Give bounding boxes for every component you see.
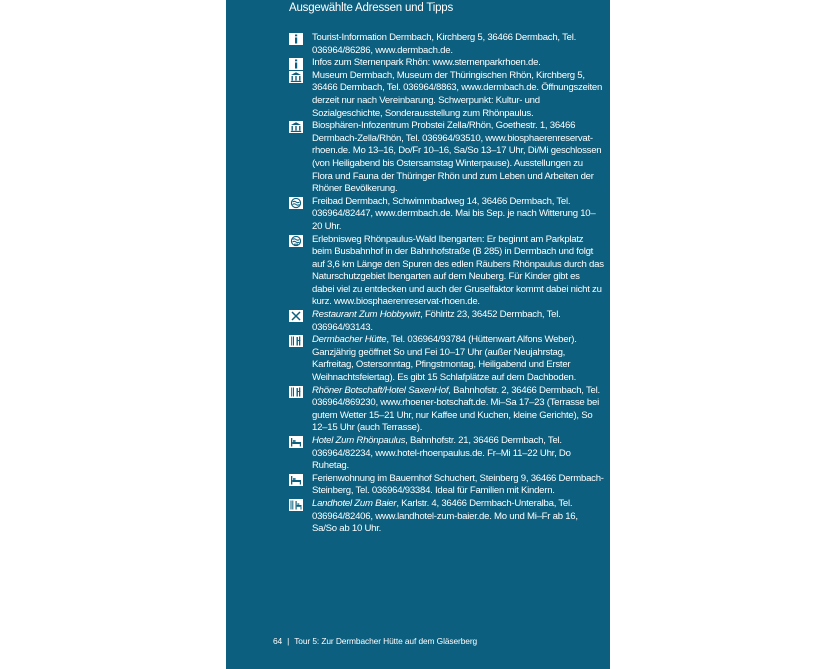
entry-text: [312, 334, 604, 384]
address-entry: [289, 196, 604, 234]
bed-icon: [289, 436, 303, 448]
entry-body: Erlebnisweg Rhönpaulus-Wald Ibengarten: Er beginnt am Parkplatz beim Busbahnhof in der Bahnhofstraße (B 285) in Dermbach und folgt auf 3,6 km Länge den Spuren des edlen Räubers Rhönpaulus durch das Naturschutzgebiet Ibengarten auf dem Neuberg. Für Kinder gibt es dabei viel zu entdecken und auch der Gruselfaktor kommt dabei nicht zu kurz. www.biosphaerenreservat-rhoen.de.: [312, 233, 604, 308]
info-icon: [289, 33, 303, 45]
bed-icon: [289, 474, 303, 486]
address-entry: [289, 120, 604, 196]
entry-body: Freibad Dermbach, Schwimmbadweg 14, 36466 Dermbach, Tel. 036964/82447, www.dermbach.de. Mai bis Sep. je nach Witterung 10–20 Uhr.: [312, 195, 596, 232]
entry-text: [312, 385, 604, 435]
footer-separator: |: [287, 636, 290, 646]
address-entry: [289, 334, 604, 384]
entry-body: , Karlstr. 4, 36466 Dermbach-Unteralba, Tel. 036964/82406, www.landhotel-zum-baier.de. Mo und Mi–Fr ab 16, Sa/So ab 10 Uhr.: [312, 497, 578, 535]
entry-text: [312, 473, 604, 498]
address-entry: [289, 70, 604, 120]
entry-body: , Tel. 036964/93784 (Hüttenwart Alfons Weber). Ganzjährig geöffnet So und Fei 10–17 Uhr (außer Neujahrstag, Karfreitag, Ostersonntag, Pfingstmontag, Heiligabend und Erster Weihnachtsfeiertag). Es gibt 15 Schlafplätze auf dem Dachboden.: [312, 334, 577, 384]
entry-text: [312, 234, 604, 310]
restaurant-icon: [289, 310, 303, 322]
entry-body: Tourist-Information Dermbach, Kirchberg 5, 36466 Dermbach, Tel. 036964/86286, www.dermbach.de.: [312, 32, 577, 56]
entry-text: [312, 196, 604, 234]
entry-text: [312, 309, 604, 334]
entry-text: [312, 32, 604, 57]
running-title: Tour 5: Zur Dermbacher Hütte auf dem Gläserberg: [294, 636, 478, 646]
museum-icon: [289, 71, 303, 83]
hut-icon: [289, 335, 303, 347]
hut-icon: [289, 386, 303, 398]
entry-body: Biosphären-Infozentrum Probstei Zella/Rhön, Goethestr. 1, 36466 Dermbach-Zella/Rhön, Tel. 036964/93510, www.biosphaerenreservat-rhoen.de. Mo 13–16, Do/Fr 10–16, Sa/So 13–17 Uhr, Di/Mi geschlossen (von Heiligabend bis Ostersamstag Winterpause). Ausstellungen zu Flora und Fauna der Thüringer Rhön und zum Leben und Arbeiten der Rhöner Bevölkerung.: [312, 120, 602, 195]
entry-name: Dermbacher Hütte: [312, 334, 387, 346]
entry-text: [312, 435, 604, 473]
leisure-icon: [289, 235, 303, 247]
address-entry: [289, 473, 604, 498]
entry-text: [312, 70, 604, 120]
swimming-icon: [289, 197, 303, 209]
entry-body: Infos zum Sternenpark Rhön: www.sternenparkrhoen.de.: [312, 57, 541, 69]
address-list: [289, 32, 604, 536]
entry-name: Landhotel Zum Baier: [312, 497, 397, 509]
guide-page: [226, 0, 610, 669]
info-icon: [289, 58, 303, 70]
page-number: 64: [273, 636, 283, 646]
entry-text: [312, 57, 604, 70]
entry-body: Ferienwohnung im Bauernhof Schuchert, Steinberg 9, 36466 Dermbach-Steinberg, Tel. 036964/93384. Ideal für Familien mit Kindern.: [312, 472, 604, 497]
address-entry: [289, 57, 604, 70]
entry-name: Rhöner Botschaft/Hotel SaxenHof: [312, 384, 449, 396]
entry-body: , Föhlritz 23, 36452 Dermbach, Tel. 036964/93143.: [312, 309, 561, 333]
museum-icon: [289, 121, 303, 133]
address-entry: [289, 234, 604, 310]
address-entry: [289, 309, 604, 334]
entry-body: Museum Dermbach, Museum der Thüringischen Rhön, Kirchberg 5, 36466 Dermbach, Tel. 036964/8863, www.dermbach.de. Öffnungszeiten derzeit nur nach Vereinbarung. Schwerpunkt: Kultur- und Sozialgeschichte, Sonderausstellung zum Rhönpaulus.: [312, 69, 603, 119]
section-heading: Ausgewählte Adressen und Tipps: [289, 2, 454, 14]
address-entry: [289, 498, 604, 536]
entry-name: Restaurant Zum Hobbywirt: [312, 309, 421, 321]
entry-text: [312, 498, 604, 536]
entry-name: Hotel Zum Rhönpaulus: [312, 435, 406, 446]
page-footer: [273, 636, 477, 646]
address-entry: [289, 435, 604, 473]
hotel-restaurant-icon: [289, 499, 303, 511]
entry-body: , Bahnhofstr. 21, 36466 Dermbach, Tel. 036964/82234, www.hotel-rhoenpaulus.de. Fr–Mi 11–22 Uhr, Do Ruhetag.: [312, 435, 571, 472]
address-entry: [289, 32, 604, 57]
entry-body: , Bahnhofstr. 2, 36466 Dermbach, Tel. 036964/869230, www.rhoener-botschaft.de. Mi–Sa 17–23 (Terrasse bei gutem Wetter 15–21 Uhr, nur Kaffee und Kuchen, kleine Gerichte), So 12–15 Uhr (auch Terrasse).: [312, 384, 600, 434]
address-entry: [289, 385, 604, 435]
entry-text: [312, 120, 604, 196]
